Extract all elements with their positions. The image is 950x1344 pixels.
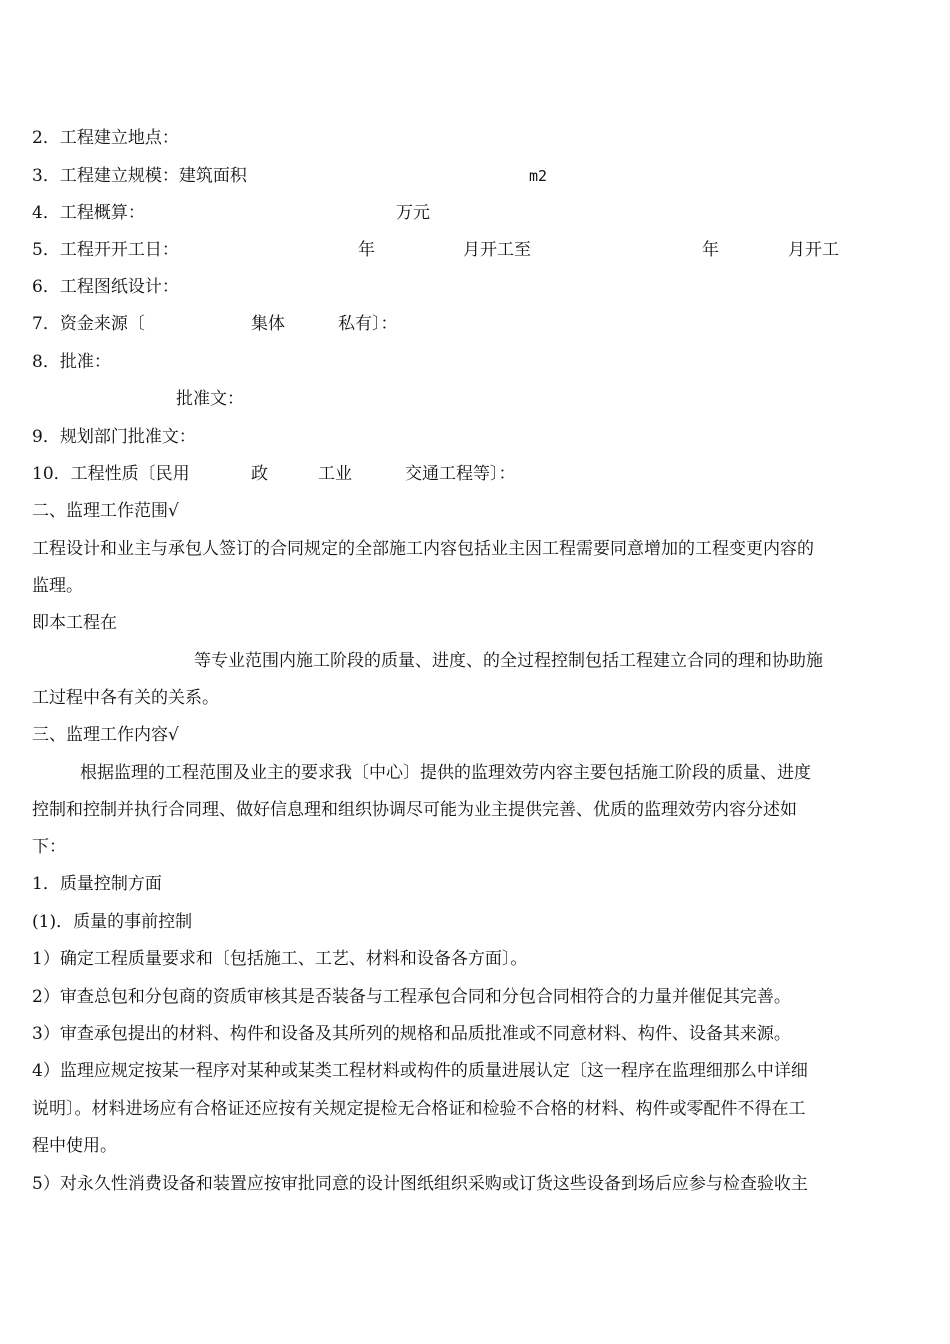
section2-paragraph1-line2: 监理。 xyxy=(32,576,83,596)
end-year-label: 年 xyxy=(702,240,719,260)
start-month-label: 月开工至 xyxy=(463,240,531,260)
budget-unit: 万元 xyxy=(396,203,430,223)
list-item-4-line2: 说明〕。材料进场应有合格证还应按有关规定提检无合格证和检验不合格的材料、构件或零配件不得在工 xyxy=(32,1099,806,1119)
section3-heading: 三、监理工作内容√ xyxy=(32,725,179,745)
list-item-1: 1）确定工程质量要求和〔包括施工、工艺、材料和设备各方面〕。 xyxy=(32,949,528,969)
quality-control-heading: 1．质量控制方面 xyxy=(32,874,162,894)
approval-doc-label: 批准文： xyxy=(176,389,244,409)
project-location-label: 2．工程建立地点： xyxy=(32,128,179,148)
list-item-4-line1: 4）监理应规定按某一程序对某种或某类工程材料或构件的质量进展认定〔这一程序在监理细那么中详细 xyxy=(32,1061,808,1081)
planning-approval-label: 9．规划部门批准文： xyxy=(32,427,196,447)
list-item-4-line3: 程中使用。 xyxy=(32,1136,117,1156)
approval-label: 8．批准： xyxy=(32,352,111,372)
section3-intro-line1: 根据监理的工程范围及业主的要求我〔中心〕提供的监理效劳内容主要包括施工阶段的质量、进度 xyxy=(80,763,811,783)
project-scale-label: 3．工程建立规模：建筑面积 xyxy=(32,166,247,186)
funding-option-private: 私有〕： xyxy=(338,314,398,334)
list-item-5-line1: 5）对永久性消费设备和装置应按审批同意的设计图纸组织采购或订货这些设备到场后应参与检查验收主 xyxy=(32,1174,808,1194)
funding-source-label: 7．资金来源〔 xyxy=(32,314,145,334)
section2-paragraph1-line1: 工程设计和业主与承包人签订的合同规定的全部施工内容包括业主因工程需要同意增加的工程变更内容的 xyxy=(32,539,814,559)
start-year-label: 年 xyxy=(358,240,375,260)
list-item-2: 2）审查总包和分包商的资质审核其是否装备与工程承包合同和分包合同相符合的力量并催促其完善。 xyxy=(32,987,791,1007)
list-item-3: 3）审查承包提出的材料、构件和设备及其所列的规格和品质批准或不同意材料、构件、设备其来源。 xyxy=(32,1024,791,1044)
project-design-label: 6．工程图纸设计： xyxy=(32,277,179,297)
section3-intro-line2: 控制和控制并执行合同理、做好信息理和组织协调尽可能为业主提供完善、优质的监理效劳内容分述如 xyxy=(32,800,797,820)
end-month-label: 月开工 xyxy=(788,240,839,260)
section2-paragraph2-line3: 工过程中各有关的关系。 xyxy=(32,688,219,708)
section2-paragraph2-line1: 即本工程在 xyxy=(32,613,117,633)
nature-option-gov: 政 xyxy=(251,464,268,484)
section2-heading: 二、监理工作范围√ xyxy=(32,501,179,521)
area-unit: m2 xyxy=(529,167,548,185)
project-budget-label: 4．工程概算： xyxy=(32,203,145,223)
nature-option-transport: 交通工程等〕： xyxy=(405,464,516,484)
nature-option-industrial: 工业 xyxy=(318,464,352,484)
funding-option-collective: 集体 xyxy=(251,314,285,334)
pre-control-heading: (1)．质量的事前控制 xyxy=(32,912,193,932)
project-dates-label: 5．工程开开工日： xyxy=(32,240,179,260)
section3-intro-line3: 下： xyxy=(32,837,66,857)
section2-paragraph2-line2: 等专业范围内施工阶段的质量、进度、的全过程控制包括工程建立合同的理和协助施 xyxy=(194,651,823,671)
project-nature-label: 10．工程性质〔民用 xyxy=(32,464,190,484)
